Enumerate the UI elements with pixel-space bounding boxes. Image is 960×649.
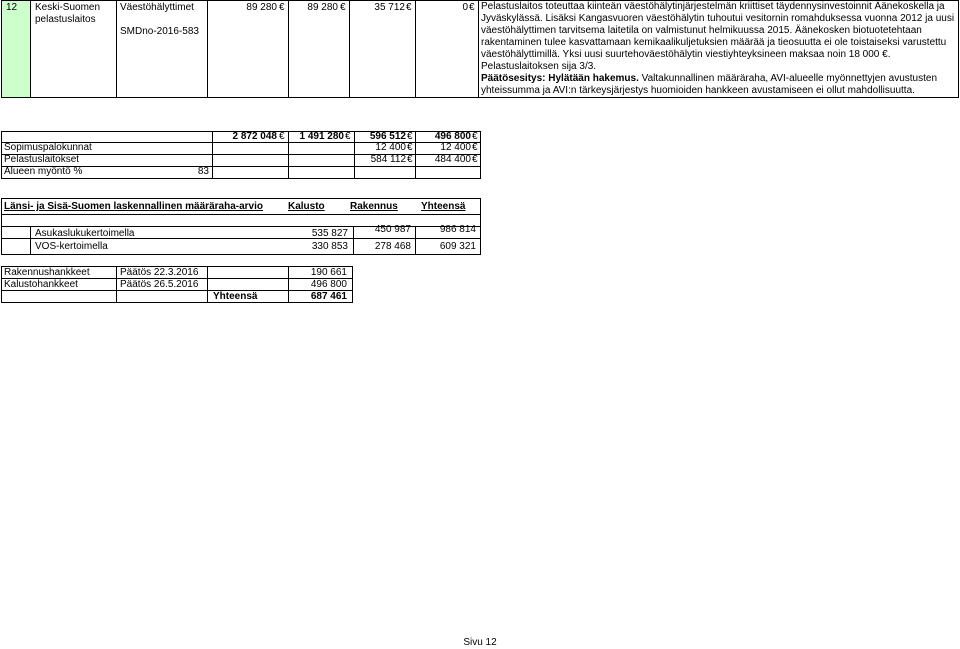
vos-label: VOS-kertoimella [35, 241, 108, 252]
decisions-divider [116, 266, 117, 302]
project-description [481, 1, 955, 97]
euro-sign: € [340, 2, 346, 13]
col-divider [116, 0, 117, 97]
alueen-myonto-label: Alueen myöntö % [4, 166, 83, 177]
page-number: Sivu 12 [463, 637, 497, 648]
amount-granted: 0 [462, 2, 468, 13]
regional-border [1, 198, 481, 199]
summary-divider [480, 131, 481, 178]
pelastuslaitokset-label: Pelastuslaitokset [4, 154, 80, 165]
decisions-total-label: Yhteensä [213, 291, 258, 302]
col-divider [207, 0, 208, 97]
amount-applied: 35 712 [374, 2, 405, 13]
sopimuspalokunnat-applied: 12 400 [375, 142, 406, 153]
rakennushankkeet-label: Rakennushankkeet [4, 267, 90, 278]
region-name-line2: pelastuslaitos [35, 14, 96, 25]
project-type: Väestöhälyttimet [120, 2, 194, 13]
sopimuspalokunnat-granted: 12 400 [440, 142, 471, 153]
summary-border [1, 178, 481, 179]
asukas-label: Asukaslukukertoimella [35, 228, 135, 239]
kalustohankkeet-decision: Päätös 26.5.2016 [120, 279, 199, 290]
asukas-kalusto: 535 827 [311, 228, 348, 239]
col-divider [478, 0, 479, 97]
col-divider [1, 0, 2, 97]
rakennushankkeet-decision: Päätös 22.3.2016 [120, 267, 199, 278]
row-number: 12 [6, 2, 18, 13]
regional-title: Länsi- ja Sisä-Suomen laskennallinen määräraha-arvio [4, 201, 263, 212]
rakennushankkeet-value: 190 661 [310, 267, 347, 278]
granted-sum: 496 800 [434, 131, 471, 142]
euro-sign: € [406, 2, 412, 13]
eligible-cost-sum: 1 491 280 [299, 131, 344, 142]
regional-divider [1, 198, 2, 254]
kalustohankkeet-label: Kalustohankkeet [4, 279, 78, 290]
col-header-yhteensa: Yhteensä [421, 201, 466, 212]
euro-sign: € [407, 142, 413, 153]
region-name-line1: Keski-Suomen [35, 2, 101, 13]
asukas-rakennus: 450 987 [374, 224, 411, 235]
total-cost-sum: 2 872 048 [232, 131, 277, 142]
col-divider [415, 0, 416, 97]
euro-sign: € [472, 131, 478, 142]
pelastuslaitokset-applied: 584 112 [370, 154, 406, 165]
vos-yhteensa: 609 321 [439, 241, 476, 252]
col-divider [349, 0, 350, 97]
col-divider [288, 0, 289, 97]
summary-divider [1, 131, 2, 178]
vos-kalusto: 330 853 [311, 241, 348, 252]
vos-rakennus: 278 468 [374, 241, 411, 252]
euro-sign: € [407, 131, 413, 142]
euro-sign: € [279, 131, 285, 142]
regional-divider [30, 226, 31, 254]
amount-total-cost: 89 280 [246, 2, 277, 13]
case-number: SMDno-2016-583 [120, 26, 199, 37]
euro-sign: € [472, 142, 478, 153]
euro-sign: € [345, 131, 351, 142]
applied-sum: 596 512 [369, 131, 406, 142]
euro-sign: € [472, 154, 478, 165]
kalustohankkeet-value: 496 800 [310, 279, 347, 290]
decision-label: Päätösesitys: Hylätään hakemus. [481, 73, 639, 84]
decisions-divider [207, 266, 208, 302]
pelastuslaitokset-granted: 484 400 [434, 154, 471, 165]
col-divider [30, 0, 31, 97]
decision-proposal [481, 73, 955, 97]
decisions-divider [1, 266, 2, 302]
amount-eligible-cost: 89 280 [307, 2, 338, 13]
regional-divider [480, 198, 481, 254]
sopimuspalokunnat-label: Sopimuspalokunnat [4, 142, 92, 153]
row-number-highlight [2, 0, 30, 97]
euro-sign: € [279, 2, 285, 13]
description-text: Pelastuslaitos toteuttaa kiinteän väestöhälytinjärjestelmän kriittiset täydennysinvestoinnit Äänekoskella ja Jyväskylässä. Lisäksi Kangasvuoren väestöhälytin tuhoutui vesitornin romahduksessa vuonna 2012 ja uusi väestöhälyttimen tarvitsema laitetila on valmistunut helmikuussa 2015. Äänekosken biotuotetehtaan rakentaminen tulee kasvattamaan kemikaalikuljetuksien määrää ja tieosuutta ei ole toistaiseksi varustettu väestöhälyttimillä. Yksi uusi suurtehoväestöhälytin viestiyhteyksineen maksaa noin 18 000 €. Pelastuslaitoksen sija 3/3. [481, 1, 955, 72]
table-border-bottom [1, 97, 959, 98]
euro-sign: € [407, 154, 413, 165]
decisions-divider [352, 266, 353, 302]
euro-sign: € [469, 2, 475, 13]
regional-border [1, 214, 481, 215]
alueen-myonto-value: 83 [197, 166, 209, 177]
asukas-yhteensa: 986 814 [439, 224, 476, 235]
col-header-rakennus: Rakennus [350, 201, 398, 212]
col-divider [958, 0, 959, 97]
col-header-kalusto: Kalusto [288, 201, 325, 212]
decisions-total-value: 687 461 [310, 291, 347, 302]
regional-border [1, 254, 481, 255]
decision-text: Valtakunnallinen määräraha, AVI-alueelle myönnettyjen avustusten yhteissumma ja AVI:n tärkeysjärjestys huomioiden hankkeen avustamiseen ei ollut mahdollisuutta. [481, 73, 938, 96]
